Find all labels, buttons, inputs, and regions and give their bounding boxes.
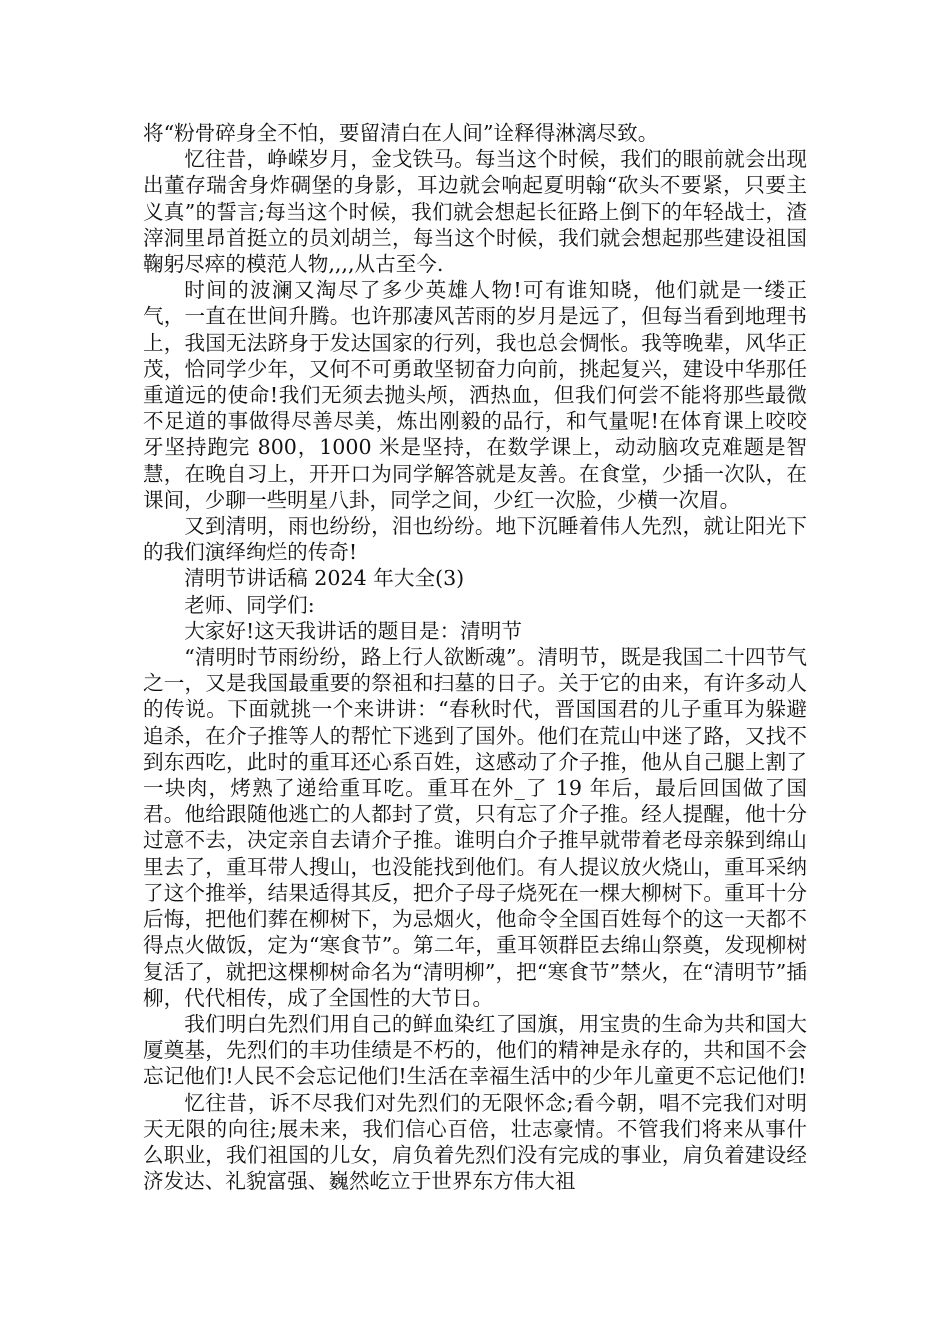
- paragraph-4: 又到清明，雨也纷纷，泪也纷纷。地下沉睡着伟人先烈，就让阳光下的我们演绎绚烂的传奇!: [143, 514, 807, 565]
- document-body: [143, 120, 807, 1194]
- greeting: 大家好!这天我讲话的题目是：清明节: [184, 618, 522, 643]
- paragraph-1: 将“粉骨碎身全不怕，要留清白在人间”诠释得淋漓尽致。: [143, 121, 659, 145]
- section-heading: 清明节讲话稿 2024 年大全(3): [184, 566, 465, 591]
- paragraph-2: 忆往昔，峥嵘岁月，金戈铁马。每当这个时候，我们的眼前就会出现出董存瑞舍身炸碉堡的身影，耳边就会响起夏明翰“砍头不要紧，只要主义真”的誓言;每当这个时候，我们就会想起长征路上倒下的年轻战士，渣滓洞里昂首挺立的员刘胡兰，每当这个时候，我们就会想起那些建设祖国鞠躬尽瘁的模范人物,,,,从古至今.: [143, 147, 807, 277]
- paragraph-future: 忆往昔，诉不尽我们对先烈们的无限怀念;看今朝，唱不完我们对明天无限的向往;展未来，我们信心百倍，壮志豪情。不管我们将来从事什么职业，我们祖国的儿女，肩负着先烈们没有完成的事业，肩负着建设经济发达、礼貌富强、巍然屹立于世界东方伟大祖: [143, 1090, 807, 1194]
- salutation: 老师、同学们:: [184, 592, 315, 617]
- paragraph-martyrs: 我们明白先烈们用自己的鲜血染红了国旗，用宝贵的生命为共和国大厦奠基，先烈们的丰功佳绩是不朽的，他们的精神是永存的，共和国不会忘记他们!人民不会忘记他们!生活在幸福生活中的少年儿童更不忘记他们!: [143, 1011, 807, 1089]
- paragraph-story: “清明时节雨纷纷，路上行人欲断魂”。清明节，既是我国二十四节气之一，又是我国最重要的祭祖和扫墓的日子。关于它的由来，有许多动人的传说。下面就挑一个来讲讲：“春秋时代，晋国国君的儿子重耳为躲避追杀，在介子推等人的帮忙下逃到了国外。他们在荒山中迷了路，又找不到东西吃，此时的重耳还心系百姓，这感动了介子推，他从自己腿上割了一块肉，烤熟了递给重耳吃。重耳在外_了 19 年后，最后回国做了国君。他给跟随他逃亡的人都封了赏，只有忘了介子推。经人提醒，他十分过意不去，决定亲自去请介子推。谁明白介子推早就带着老母亲躲到绵山里去了，重耳带人搜山，也没能找到他们。有人提议放火烧山，重耳采纳了这个推举，结果适得其反，把介子母子烧死在一棵大柳树下。重耳十分后悔，把他们葬在柳树下，为忌烟火，他命令全国百姓每个的这一天都不得点火做饭，定为“寒食节”。第二年，重耳领群臣去绵山祭奠，发现柳树复活了，就把这棵柳树命名为“清明柳”，把“寒食节”禁火，在“清明节”插柳，代代相传，成了全国性的大节日。: [143, 645, 807, 1010]
- paragraph-3: 时间的波澜又淘尽了多少英雄人物!可有谁知晓，他们就是一缕正气，一直在世间升腾。也许那凄风苦雨的岁月是远了，但每当看到地理书上，我国无法跻身于发达国家的行列，我也总会惆怅。我等晚辈，风华正茂，恰同学少年，又何不可勇敢坚韧奋力向前，挑起复兴，建设中华那任重道远的使命!我们无须去抛头颅，洒热血，但我们何尝不能将那些最微不足道的事做得尽善尽美，炼出刚毅的品行，和气量呢!在体育课上咬咬牙坚持跑完 800，1000 米是坚持，在数学课上，动动脑攻克难题是智慧，在晚自习上，开开口为同学解答就是友善。在食堂，少插一次队，在课间，少聊一些明星八卦，同学之间，少红一次脸，少横一次眉。: [143, 278, 807, 512]
